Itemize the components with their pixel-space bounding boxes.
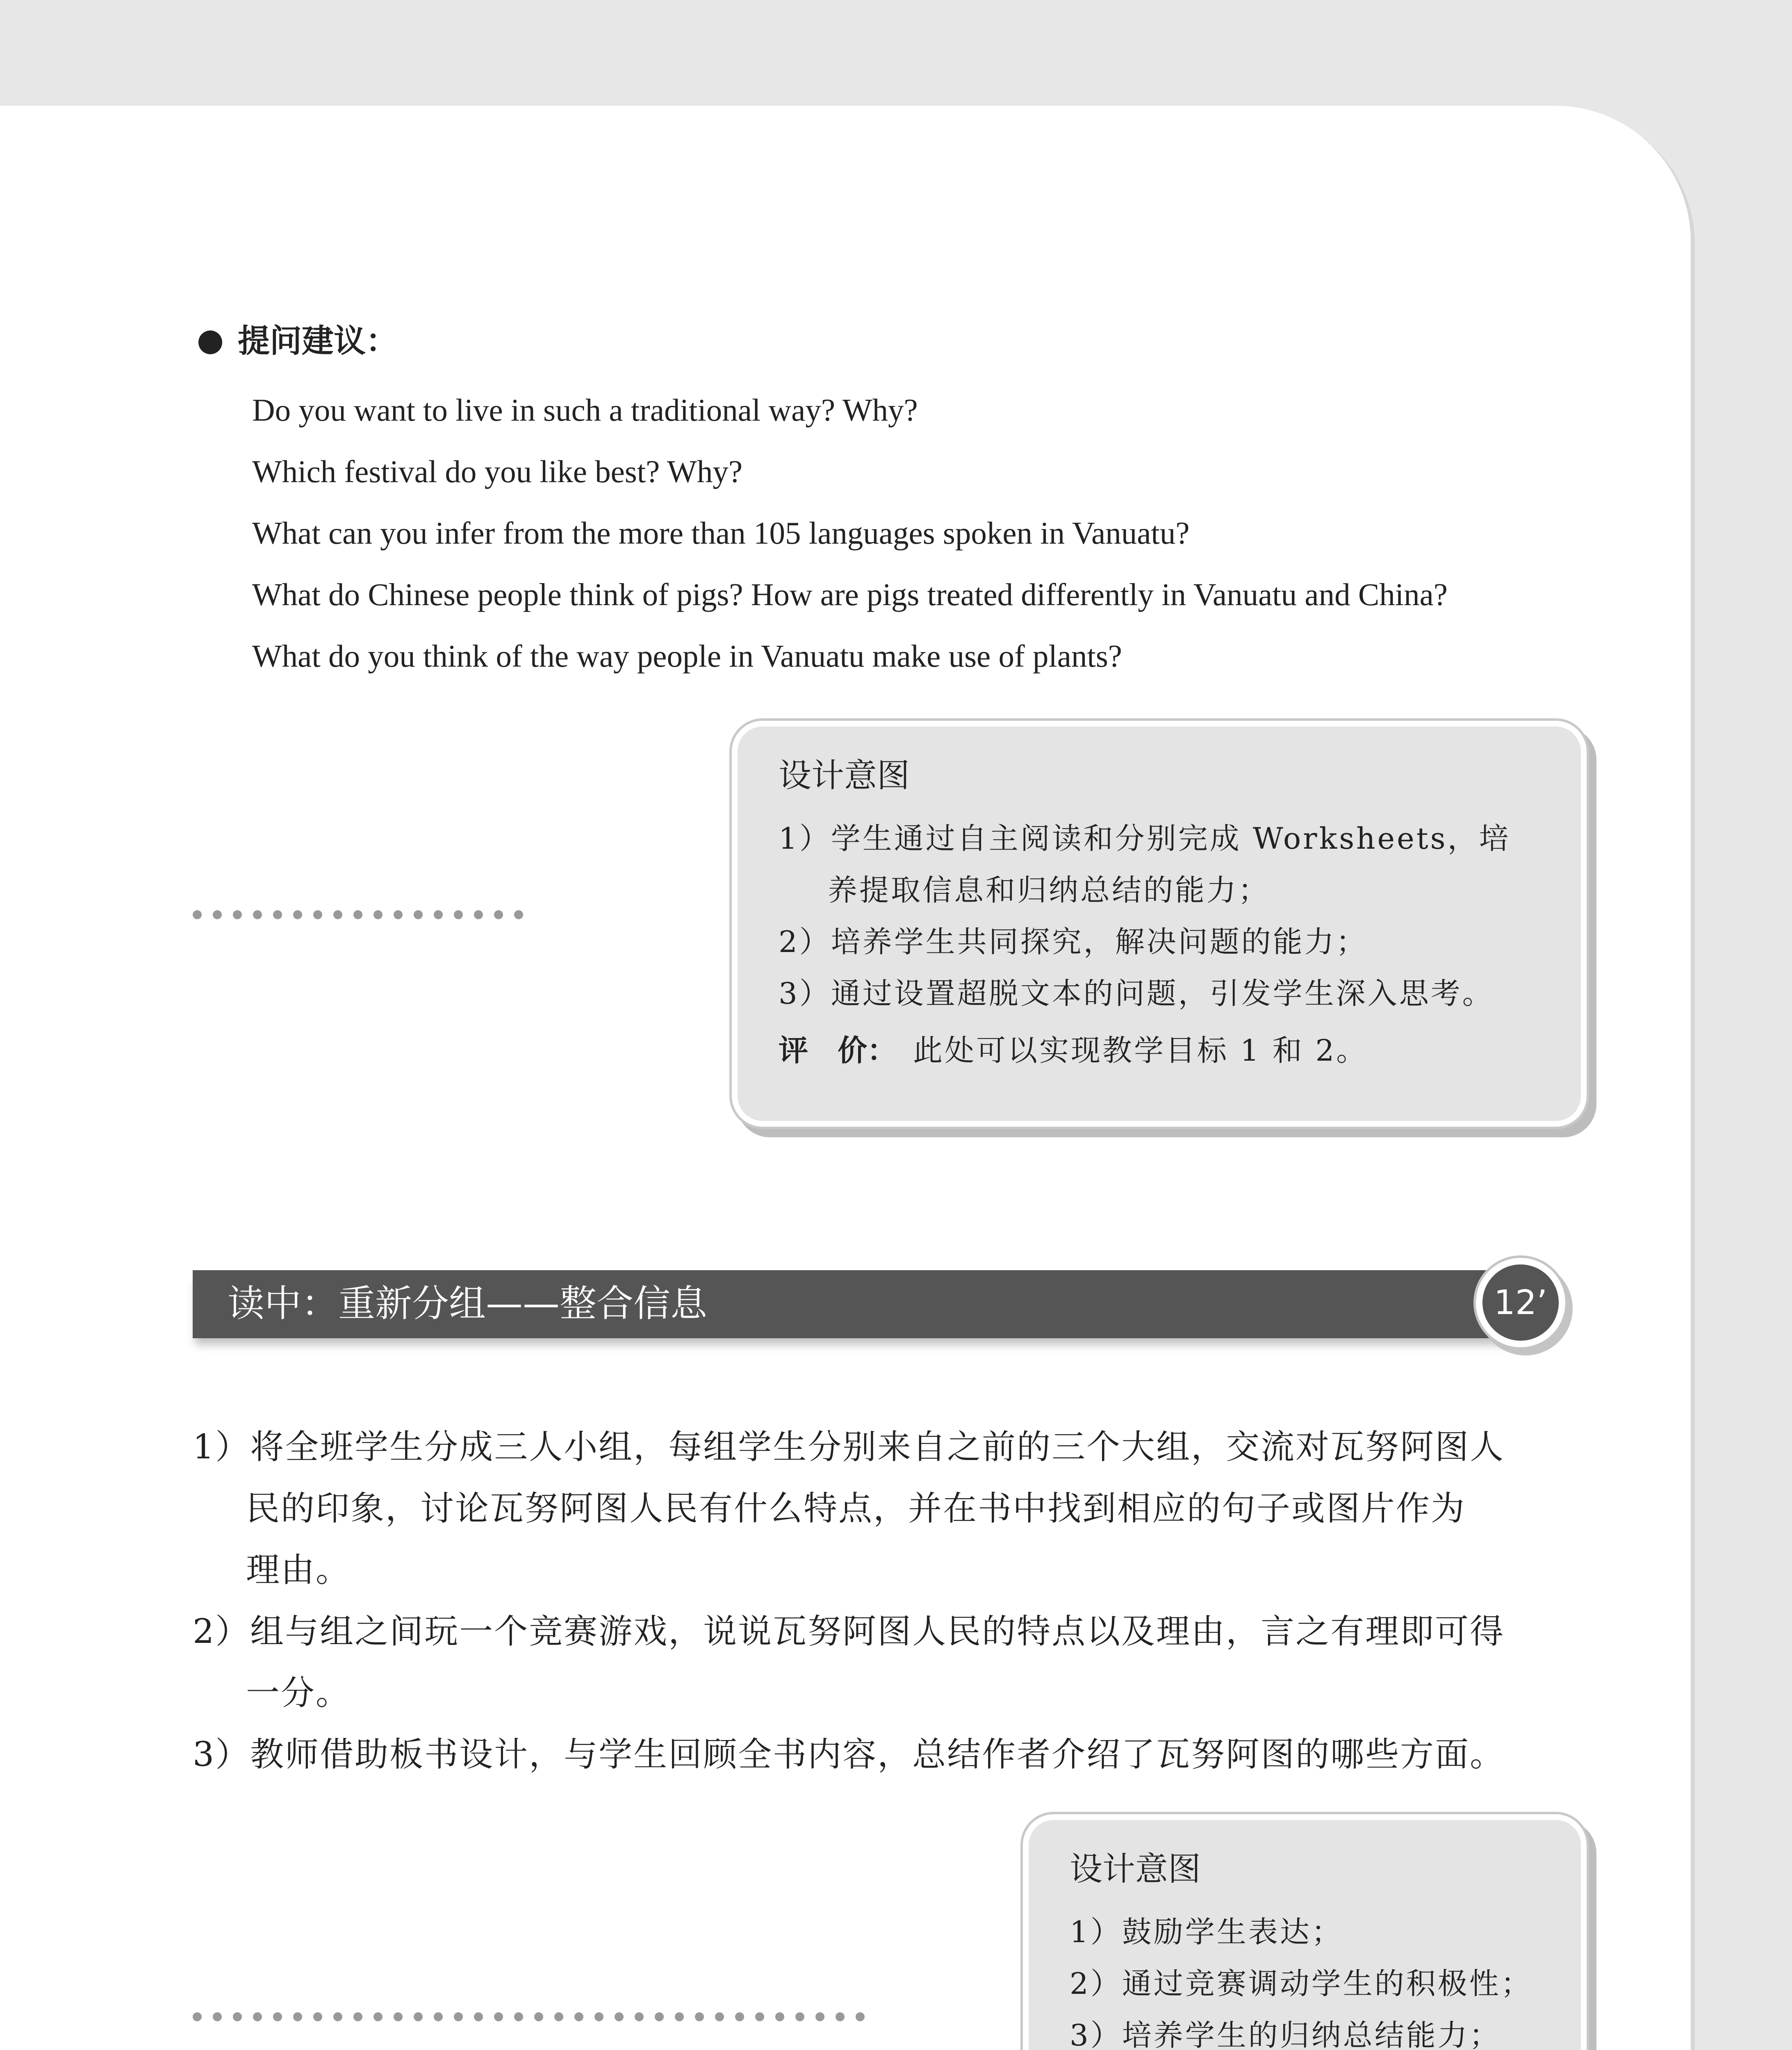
dotted-leader	[193, 910, 534, 920]
intent-item: 3）通过设置超脱文本的问题，引发学生深入思考。	[779, 976, 1494, 1011]
design-intent-box	[732, 721, 1587, 1127]
intent-item: 1）鼓励学生表达；	[1070, 1915, 1343, 1949]
question-item: What do you think of the way people in Vanuatu make use of plants?	[252, 638, 1122, 674]
intent-item: 1）学生通过自主阅读和分别完成 Worksheets，培	[779, 821, 1511, 856]
intent-item-continued: 养提取信息和归纳总结的能力；	[828, 873, 1270, 907]
design-intent-box	[1023, 1814, 1587, 2050]
evaluation	[779, 1033, 1581, 1068]
dotted-leader	[193, 2012, 876, 2022]
intent-item: 2）培养学生共同探究，解决问题的能力；	[779, 925, 1368, 959]
step-item: 2）组与组之间玩一个竞赛游戏，说说瓦努阿图人民的特点以及理由，言之有理即可得 一分。	[193, 1612, 1505, 1713]
question-item: What do Chinese people think of pigs? How are pigs treated differently in Vanuatu and China?	[252, 577, 1448, 612]
evaluation-label: 评 价：	[779, 1033, 897, 1068]
question-item: What can you infer from the more than 105 languages spoken in Vanuatu?	[252, 515, 1190, 551]
question-item: Do you want to live in such a traditional way? Why?	[252, 392, 918, 428]
question-list	[252, 387, 1448, 695]
intent-title: 设计意图	[779, 756, 910, 795]
suggestions-heading: 提问建议：	[238, 323, 398, 360]
intent-item: 2）通过竞赛调动学生的积极性；	[1070, 1966, 1532, 2001]
step-item: 3）教师借助板书设计，与学生回顾全书内容，总结作者介绍了瓦努阿图的哪些方面。	[193, 1735, 1505, 1774]
question-item: Which festival do you like best? Why?	[252, 454, 743, 489]
bullet-icon	[198, 330, 222, 354]
intent-item: 3）培养学生的归纳总结能力；	[1070, 2018, 1501, 2050]
intent-title: 设计意图	[1070, 1850, 1201, 1888]
step-item: 1）将全班学生分成三人小组，每组学生分别来自之前的三个大组，交流对瓦努阿图人 民的印象，讨论瓦努阿图人民有什么特点，并在书中找到相应的句子或图片作为 理由。	[193, 1428, 1505, 1590]
evaluation-text: 此处可以实现教学目标 1 和 2。	[913, 1033, 1368, 1068]
time-badge: 12’	[1476, 1258, 1565, 1347]
section-title: 读中：重新分组——整合信息	[228, 1282, 707, 1325]
activity-steps	[193, 1417, 1607, 1786]
